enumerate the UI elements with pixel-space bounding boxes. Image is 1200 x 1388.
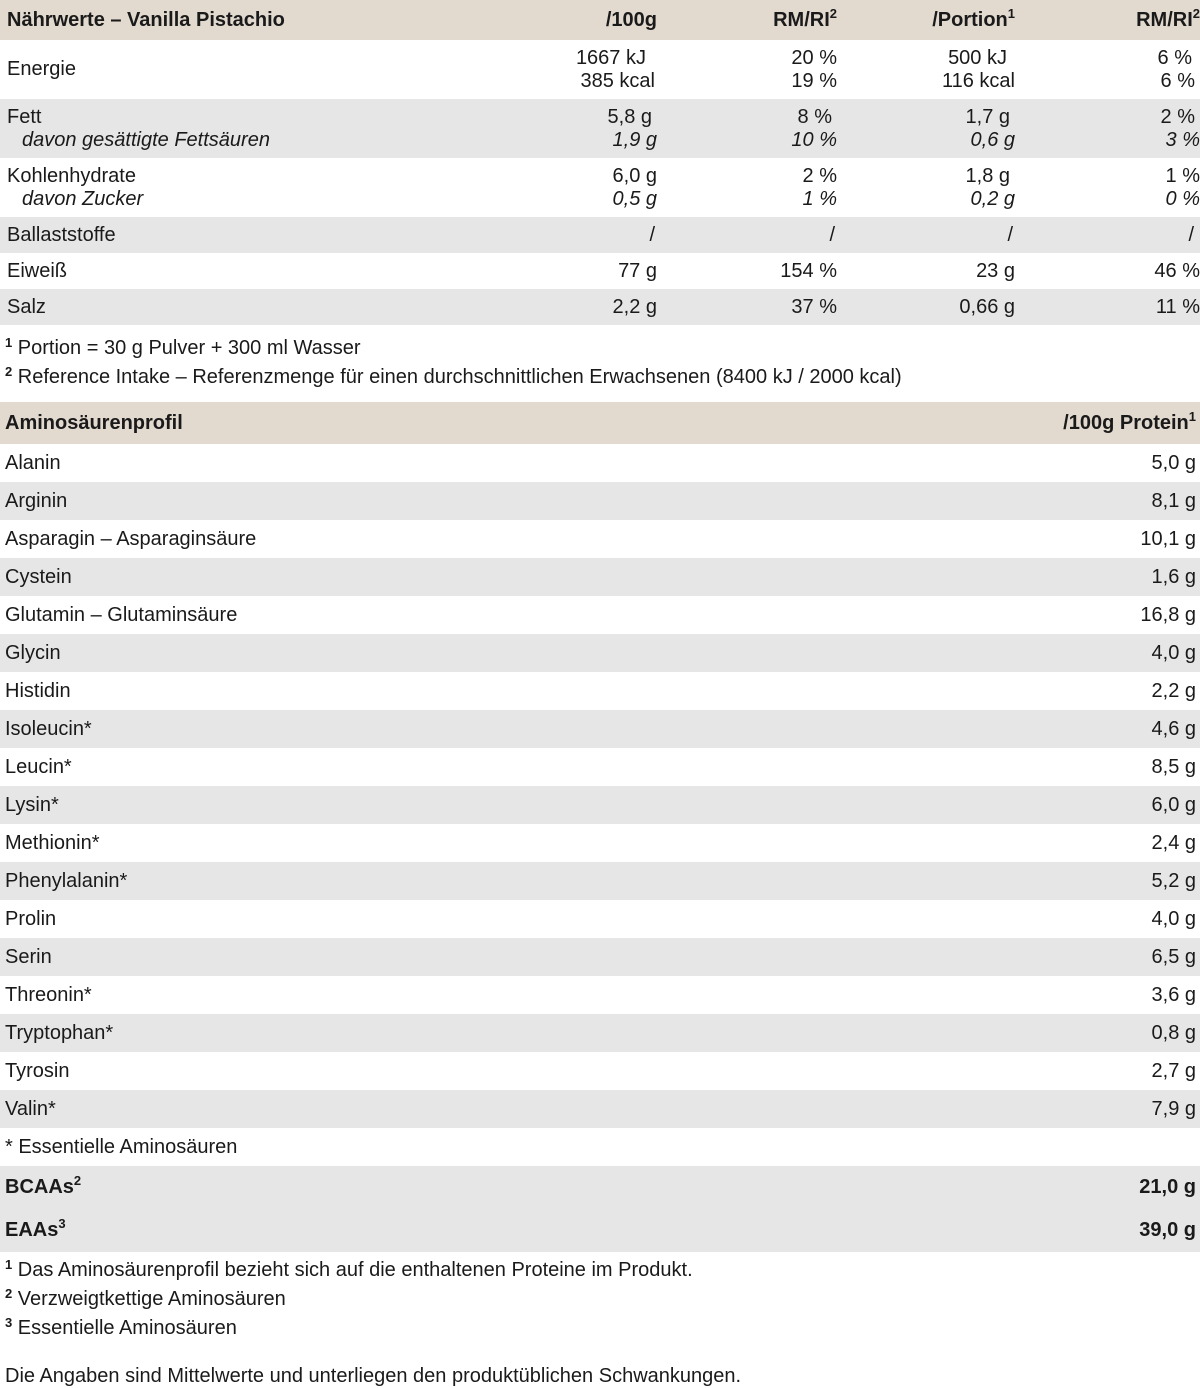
nutrition-row-kohlenhydrate (0, 158, 1200, 217)
value: / (649, 223, 655, 246)
amino-value: 6,5 g (1151, 945, 1196, 968)
amino-name: Histidin (5, 679, 71, 702)
amino-total-value: 21,0 g (1139, 1176, 1196, 1198)
value: 1667 kJ (575, 46, 646, 69)
amino-value: 4,6 g (1151, 717, 1196, 740)
value: 0 % (1165, 187, 1200, 210)
row-label: Fett (7, 105, 42, 128)
nutrition-title: Nährwerte – Vanilla Pistachio (7, 8, 285, 31)
amino-value: 8,5 g (1151, 755, 1196, 778)
amino-value: 2,2 g (1151, 679, 1196, 702)
amino-acid-table (0, 402, 1200, 1252)
amino-name: Tryptophan* (5, 1021, 114, 1044)
amino-value: 5,2 g (1151, 869, 1196, 892)
value: 46 % (1154, 259, 1200, 282)
value: 385 kcal (580, 69, 655, 92)
row-label: Energie (7, 58, 76, 80)
value: 37 % (791, 295, 837, 318)
footnote-2: $^2$ Reference Intake – Referenzmenge für einen durchschnittlichen Erwachsenen (8400 kJ / 2000 kcal) (5, 364, 902, 388)
amino-name: Methionin* (5, 831, 100, 854)
amino-value: 4,0 g (1151, 641, 1196, 664)
amino-value: 5,0 g (1151, 451, 1196, 474)
amino-total-row (0, 1209, 1200, 1252)
amino-col-header: /100g Protein$^1$ (1063, 408, 1196, 434)
row-label: Ballaststoffe (7, 223, 116, 246)
amino-name: Serin (5, 945, 52, 968)
amino-footnote-2: $^2$ Verzweigtkettige Aminosäuren (5, 1286, 286, 1310)
nutrition-table (0, 0, 1200, 325)
amino-row (0, 1052, 1200, 1090)
amino-value: 2,7 g (1151, 1059, 1196, 1082)
essential-note: * Essentielle Aminosäuren (5, 1135, 238, 1158)
amino-row (0, 482, 1200, 520)
value: / (1007, 223, 1013, 246)
amino-total-value: 39,0 g (1139, 1219, 1196, 1241)
amino-row (0, 900, 1200, 938)
value: 6,0 g (612, 164, 657, 187)
nutrition-row-ballaststoffe (0, 217, 1200, 253)
value: 0,2 g (970, 187, 1015, 210)
amino-name: Tyrosin (5, 1059, 70, 1082)
amino-name: Alanin (5, 451, 61, 474)
amino-footnote-3: $^3$ Essentielle Aminosäuren (5, 1315, 237, 1339)
amino-row (0, 786, 1200, 824)
amino-row (0, 558, 1200, 596)
value: 3 % (1165, 128, 1200, 151)
amino-footnotes (0, 1256, 1200, 1343)
amino-name: Threonin* (5, 983, 92, 1006)
amino-value: 1,6 g (1151, 565, 1196, 588)
nutrition-footnotes (0, 325, 1200, 392)
nutrition-row-salz (0, 289, 1200, 325)
amino-name: Glutamin – Glutaminsäure (5, 603, 238, 626)
nutrition-row-fett (0, 99, 1200, 158)
footnote-1: $^1$ Portion = 30 g Pulver + 300 ml Wasser (5, 335, 361, 359)
amino-name: Cystein (5, 565, 72, 588)
row-label: Kohlenhydrate (7, 164, 136, 187)
amino-name: Prolin (5, 907, 57, 930)
value: 1 % (802, 187, 837, 210)
value: 23 g (976, 259, 1015, 282)
value: 1,9 g (612, 128, 657, 151)
value: 6 % (1160, 69, 1195, 92)
value: 6 % (1157, 46, 1192, 69)
col-ri-per-portion: $RM/RI^2$ (1136, 5, 1200, 31)
col-ri-per100: $RM/RI^2$ (773, 5, 837, 31)
value: 1,7 g (965, 105, 1010, 128)
amino-value: 7,9 g (1151, 1097, 1196, 1120)
amino-name: Valin* (5, 1097, 56, 1120)
amino-name: Lysin* (5, 793, 59, 816)
amino-row (0, 520, 1200, 558)
col-per-portion: /Portion$^1$ (932, 5, 1015, 31)
value: 20 % (791, 46, 837, 69)
value: 5,8 g (607, 105, 652, 128)
value: 2,2 g (612, 295, 657, 318)
row-sublabel: davon gesättigte Fettsäuren (22, 128, 270, 151)
amino-value: 2,4 g (1151, 831, 1196, 854)
amino-value: 8,1 g (1151, 489, 1196, 512)
value: 0,66 g (959, 295, 1015, 318)
value: 2 % (1160, 105, 1195, 128)
value: 154 % (780, 259, 837, 282)
disclaimer: Die Angaben sind Mittelwerte und unterliegen den produktüblichen Schwankungen. (5, 1365, 742, 1387)
value: 8 % (797, 105, 832, 128)
amino-value: 16,8 g (1140, 603, 1196, 626)
amino-name: Leucin* (5, 755, 72, 778)
amino-value: 4,0 g (1151, 907, 1196, 930)
amino-row (0, 1090, 1200, 1128)
amino-footnote-1: $^1$ Das Aminosäurenprofil bezieht sich auf die enthaltenen Proteine im Produkt. (5, 1257, 693, 1281)
value: 0,6 g (970, 128, 1015, 151)
amino-row (0, 824, 1200, 862)
amino-row (0, 634, 1200, 672)
amino-row (0, 862, 1200, 900)
value: / (829, 223, 835, 246)
value: / (1188, 223, 1194, 246)
row-label: Eiweiß (7, 259, 68, 282)
nutrition-header (0, 0, 1200, 40)
amino-value: 3,6 g (1151, 983, 1196, 1006)
nutrition-row-energie (0, 40, 1200, 99)
amino-row (0, 710, 1200, 748)
amino-row (0, 444, 1200, 482)
amino-total-name: BCAAs$^2$ (5, 1173, 82, 1198)
value: 77 g (618, 259, 657, 282)
amino-name: Arginin (5, 489, 68, 512)
amino-name: Isoleucin* (5, 717, 92, 740)
amino-row (0, 976, 1200, 1014)
amino-value: 6,0 g (1151, 793, 1196, 816)
value: 1 % (1165, 164, 1200, 187)
amino-row (0, 748, 1200, 786)
amino-row (0, 938, 1200, 976)
amino-title: Aminosäurenprofil (5, 411, 183, 434)
row-sublabel: davon Zucker (22, 187, 144, 210)
amino-value: 0,8 g (1151, 1021, 1196, 1044)
value: 1,8 g (965, 164, 1010, 187)
value: 11 % (1155, 295, 1200, 318)
amino-header (0, 402, 1200, 444)
amino-name: Asparagin – Asparaginsäure (5, 527, 257, 550)
nutrition-row-eiweiss (0, 253, 1200, 289)
value: 500 kJ (948, 46, 1007, 69)
row-label: Salz (7, 295, 46, 318)
value: 10 % (791, 128, 837, 151)
value: 2 % (802, 164, 837, 187)
essential-note-row (0, 1128, 1200, 1166)
amino-row (0, 672, 1200, 710)
amino-row (0, 596, 1200, 634)
amino-total-name: EAAs$^3$ (5, 1216, 66, 1241)
value: 116 kcal (941, 69, 1015, 92)
amino-name: Glycin (5, 641, 61, 664)
amino-name: Phenylalanin* (5, 869, 128, 892)
value: 19 % (791, 69, 837, 92)
col-per100: /100g (605, 8, 657, 31)
value: 0,5 g (612, 187, 657, 210)
amino-row (0, 1014, 1200, 1052)
amino-total-row (0, 1166, 1200, 1209)
amino-value: 10,1 g (1140, 527, 1196, 550)
